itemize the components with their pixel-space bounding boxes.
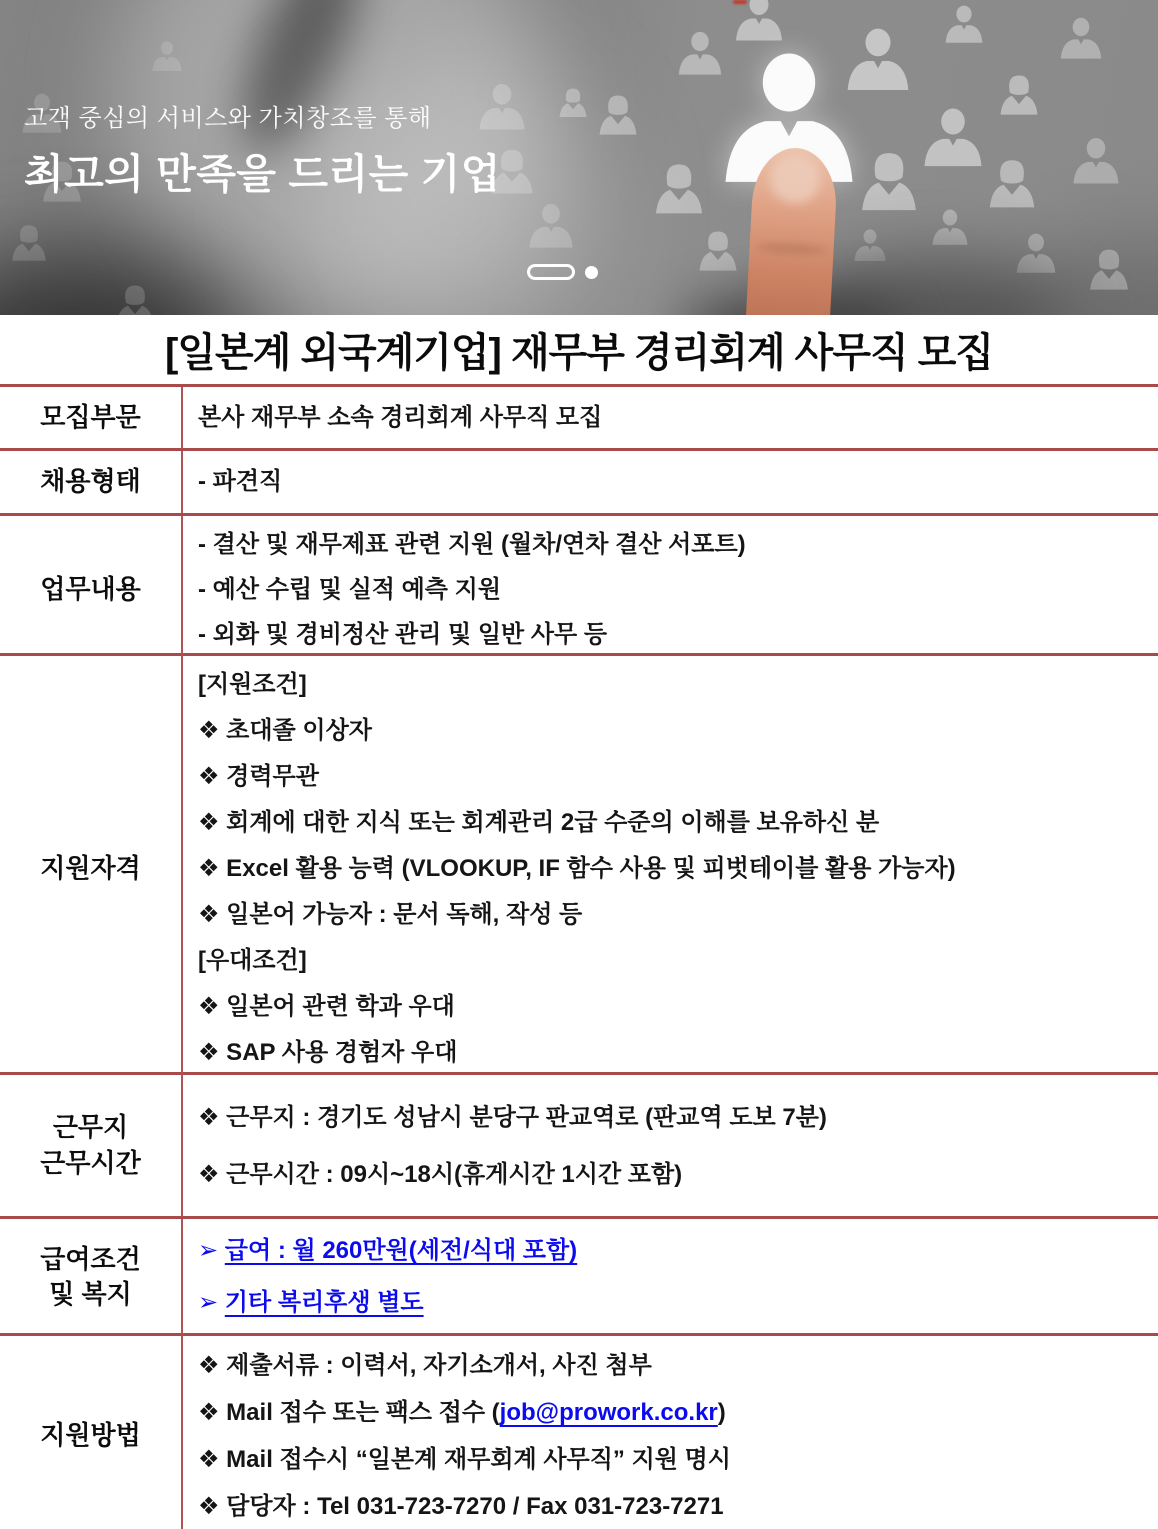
carousel-indicators — [527, 264, 598, 280]
carousel-active-pill-indicator[interactable] — [527, 264, 575, 280]
hero-caption — [24, 98, 501, 200]
row-content-recruit-section — [183, 387, 1158, 448]
content-line — [198, 892, 1150, 938]
row-label-employment-type: 채용형태 — [0, 451, 183, 513]
content-line — [198, 1146, 1150, 1203]
text-segment: [우대조건] — [198, 947, 307, 974]
person-icon — [1070, 136, 1122, 185]
hero-banner-image — [0, 0, 1158, 315]
text-segment: - 외화 및 경비정산 관리 및 일반 사무 등 — [198, 621, 608, 648]
text-segment: ❖ Excel 활용 능력 (VLOOKUP, IF 함수 사용 및 피벗테이블 활용 가능자) — [198, 855, 956, 882]
text-segment: ❖ 경력무관 — [198, 763, 319, 790]
content-line — [198, 1389, 1150, 1436]
highlighted-link-text: 기타 복리후생 별도 — [224, 1289, 424, 1316]
content-line — [198, 567, 1150, 612]
hero-headline: 최고의 만족을 드리는 기업 — [24, 151, 501, 197]
person-female-icon — [112, 282, 158, 315]
person-icon — [943, 4, 985, 44]
table-row-salary-benefits — [0, 1216, 1158, 1333]
person-icon — [526, 202, 576, 249]
content-line — [198, 1277, 1150, 1329]
text-segment: ❖ 근무지 : 경기도 성남시 분당구 판교역로 (판교역 도보 7분) — [198, 1103, 827, 1131]
table-row-employment-type — [0, 448, 1158, 513]
row-label-salary-benefits: 급여조건 및 복지 — [0, 1219, 183, 1335]
row-content-salary-benefits — [183, 1219, 1158, 1335]
content-line — [198, 708, 1150, 754]
person-icon — [930, 208, 970, 246]
text-segment: [지원조건] — [198, 671, 307, 698]
text-segment: ❖ 일본어 관련 학과 우대 — [198, 993, 455, 1020]
row-label-job-duties: 업무내용 — [0, 516, 183, 663]
row-label-recruit-section: 모집부문 — [0, 387, 183, 448]
content-line — [198, 612, 1150, 657]
row-content-job-duties — [183, 516, 1158, 663]
content-line — [198, 522, 1150, 567]
row-content-workplace-hours — [183, 1075, 1158, 1216]
person-icon — [920, 106, 986, 168]
hero-tagline: 고객 중심의 서비스와 가치창조를 통해 — [24, 105, 432, 132]
text-segment: ❖ 일본어 가능자 : 문서 독해, 작성 등 — [198, 901, 583, 928]
person-female-icon — [8, 222, 50, 262]
content-line — [198, 1342, 1150, 1389]
text-segment: ❖ 근무시간 : 09시~18시(휴게시간 1시간 포함) — [198, 1160, 683, 1188]
row-content-how-to-apply — [183, 1336, 1158, 1529]
content-line — [198, 846, 1150, 892]
arrow-bullet-icon: ➢ — [198, 1289, 225, 1316]
person-female-icon — [595, 92, 641, 136]
row-label-workplace-hours: 근무지 근무시간 — [0, 1075, 183, 1216]
person-icon — [733, 0, 785, 42]
text-segment: ❖ 제출서류 : 이력서, 자기소개서, 사진 첨부 — [198, 1352, 652, 1379]
person-female-icon — [556, 86, 590, 118]
content-line — [198, 1436, 1150, 1483]
content-line — [198, 1225, 1150, 1277]
row-label-qualifications: 지원자격 — [0, 656, 183, 1082]
text-segment: - 파견직 — [198, 468, 283, 495]
person-female-icon — [996, 72, 1042, 116]
fingernail — [769, 154, 821, 205]
person-icon — [1058, 16, 1104, 60]
content-line — [198, 938, 1150, 984]
highlighted-link-text: 급여 : 월 260만원(세전/식대 포함) — [224, 1237, 578, 1264]
text-segment: ❖ 담당자 : Tel 031-723-7270 / Fax 031-723-7271 — [198, 1493, 724, 1520]
carousel-dot-indicator[interactable] — [585, 266, 598, 279]
table-row-recruit-section — [0, 384, 1158, 448]
text-segment: ) — [717, 1399, 726, 1426]
table-row-qualifications — [0, 653, 1158, 1072]
table-row-how-to-apply — [0, 1333, 1158, 1529]
row-label-how-to-apply: 지원방법 — [0, 1336, 183, 1529]
row-content-qualifications — [183, 656, 1158, 1082]
content-line — [198, 395, 1150, 441]
content-line — [198, 984, 1150, 1030]
content-line — [198, 1089, 1150, 1146]
email-link[interactable]: job@prowork.co.kr — [499, 1399, 718, 1426]
arrow-bullet-icon: ➢ — [198, 1237, 225, 1264]
content-line — [198, 1030, 1150, 1076]
content-line — [198, 1483, 1150, 1529]
content-line — [198, 662, 1150, 708]
person-female-icon — [695, 228, 741, 272]
text-segment: ❖ Mail 접수시 “일본계 재무회계 사무직” 지원 명시 — [198, 1446, 731, 1473]
person-female-icon — [984, 156, 1040, 209]
text-segment: ❖ Mail 접수 또는 팩스 접수 ( — [198, 1399, 500, 1426]
person-icon — [852, 228, 888, 262]
text-segment: 본사 재무부 소속 경리회계 사무직 모집 — [198, 403, 603, 431]
person-female-icon — [1085, 246, 1133, 291]
person-icon — [1014, 232, 1058, 274]
table-row-workplace-hours — [0, 1072, 1158, 1216]
text-segment: ❖ SAP 사용 경험자 우대 — [198, 1039, 458, 1066]
row-content-employment-type — [183, 451, 1158, 513]
table-row-job-duties — [0, 513, 1158, 653]
text-segment: ❖ 초대졸 이상자 — [198, 717, 372, 744]
content-line — [198, 754, 1150, 800]
text-segment: - 결산 및 재무제표 관련 지원 (월차/연차 결산 서포트) — [198, 531, 746, 558]
text-segment: ❖ 회계에 대한 지식 또는 회계관리 2급 수준의 이해를 보유하신 분 — [198, 809, 880, 836]
content-line — [198, 459, 1150, 505]
job-details-table — [0, 384, 1158, 1529]
person-icon — [150, 40, 184, 72]
content-line — [198, 800, 1150, 846]
finger-crease — [755, 242, 827, 256]
page-title: [일본계 외국계기업] 재무부 경리회계 사무직 모집 — [164, 331, 993, 375]
text-segment: - 예산 수립 및 실적 예측 지원 — [198, 576, 502, 603]
title-band — [0, 315, 1158, 384]
